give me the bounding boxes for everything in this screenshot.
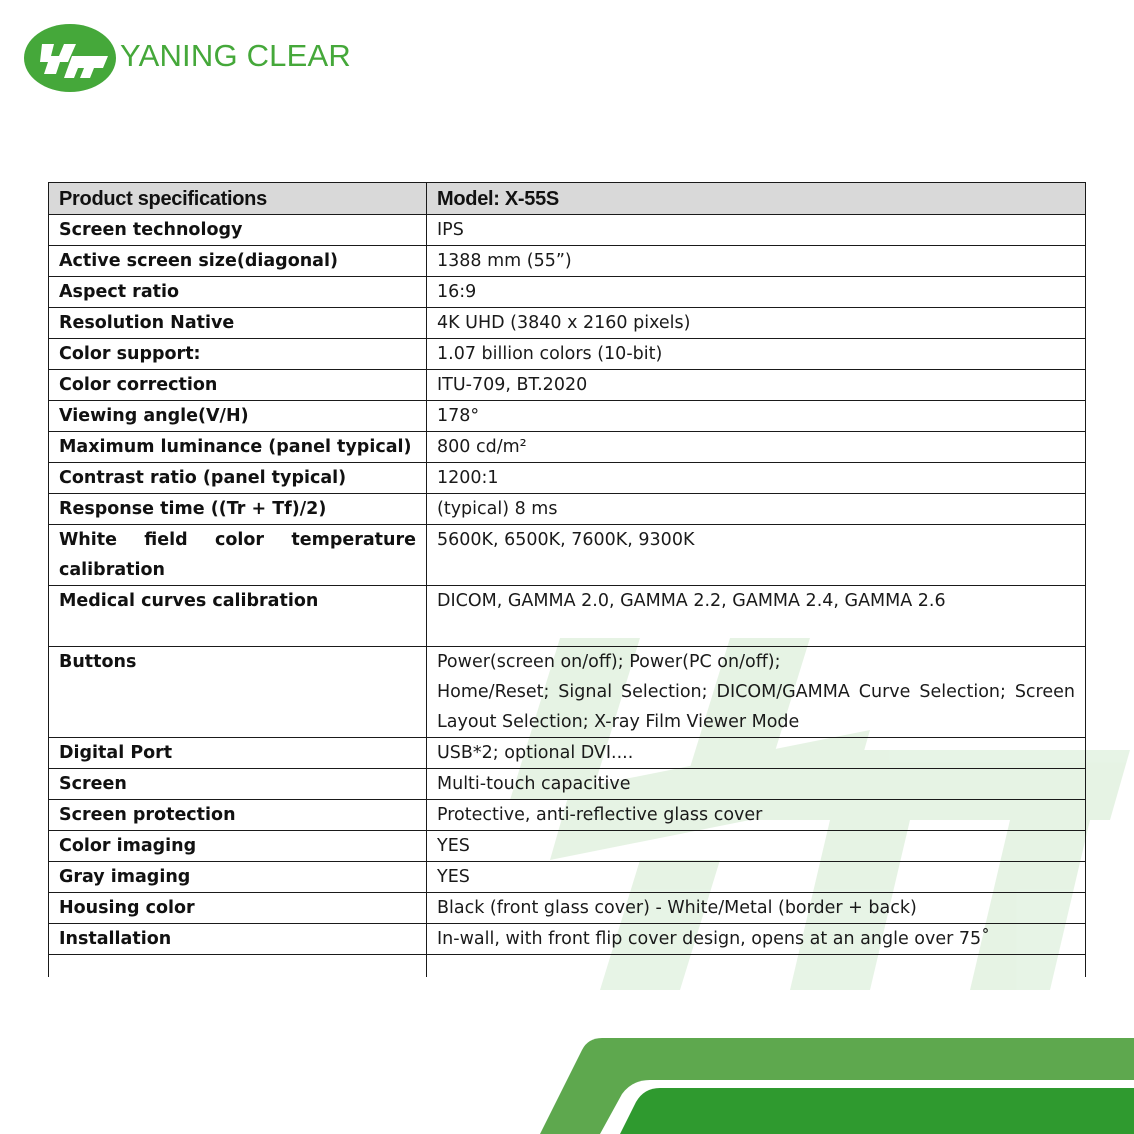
header-label: Product specifications bbox=[49, 183, 427, 215]
row-value: Black (front glass cover) - White/Metal (border + back) bbox=[427, 893, 1086, 924]
row-label: Screen protection bbox=[49, 800, 427, 831]
row-value: 16:9 bbox=[427, 277, 1086, 308]
row-value: YES bbox=[427, 862, 1086, 893]
table-row bbox=[49, 463, 1086, 494]
row-value: 1388 mm (55”) bbox=[427, 246, 1086, 277]
table-header-row bbox=[49, 183, 1086, 215]
row-label: Resolution Native bbox=[49, 308, 427, 339]
row-label: Aspect ratio bbox=[49, 277, 427, 308]
row-value: USB*2; optional DVI.... bbox=[427, 738, 1086, 769]
corner-decoration bbox=[540, 1036, 1134, 1134]
row-label: Installation bbox=[49, 924, 427, 955]
row-label: Color support: bbox=[49, 339, 427, 370]
table-row bbox=[49, 893, 1086, 924]
row-label: Screen bbox=[49, 769, 427, 800]
row-label: Housing color bbox=[49, 893, 427, 924]
row-label: White field color temperature calibration bbox=[49, 525, 427, 586]
row-value: YES bbox=[427, 831, 1086, 862]
row-label: Screen technology bbox=[49, 215, 427, 246]
table-row bbox=[49, 800, 1086, 831]
table-row bbox=[49, 769, 1086, 800]
table-row bbox=[49, 586, 1086, 647]
spec-table bbox=[48, 182, 1086, 977]
row-value: ITU-709, BT.2020 bbox=[427, 370, 1086, 401]
row-label: Digital Port bbox=[49, 738, 427, 769]
table-row bbox=[49, 277, 1086, 308]
row-value: 1200:1 bbox=[427, 463, 1086, 494]
table-row bbox=[49, 525, 1086, 586]
table-row bbox=[49, 494, 1086, 525]
table-row bbox=[49, 370, 1086, 401]
row-value: DICOM, GAMMA 2.0, GAMMA 2.2, GAMMA 2.4, GAMMA 2.6 bbox=[427, 586, 1086, 647]
buttons-value-line1: Power(screen on/off); Power(PC on/off); bbox=[437, 652, 781, 672]
row-value: 5600K, 6500K, 7600K, 9300K bbox=[427, 525, 1086, 586]
empty-cell bbox=[49, 955, 427, 978]
row-value: IPS bbox=[427, 215, 1086, 246]
row-value: 4K UHD (3840 x 2160 pixels) bbox=[427, 308, 1086, 339]
row-label: Viewing angle(V/H) bbox=[49, 401, 427, 432]
header-model: Model: X-55S bbox=[427, 183, 1086, 215]
table-row bbox=[49, 215, 1086, 246]
row-value: In-wall, with front flip cover design, opens at an angle over 75˚ bbox=[427, 924, 1086, 955]
table-row bbox=[49, 401, 1086, 432]
table-row bbox=[49, 738, 1086, 769]
row-label: Gray imaging bbox=[49, 862, 427, 893]
row-value bbox=[427, 647, 1086, 738]
row-label: Buttons bbox=[49, 647, 427, 738]
row-value: 1.07 billion colors (10-bit) bbox=[427, 339, 1086, 370]
row-value: Multi-touch capacitive bbox=[427, 769, 1086, 800]
table-row bbox=[49, 246, 1086, 277]
row-value: 800 cd/m² bbox=[427, 432, 1086, 463]
row-label: Color imaging bbox=[49, 831, 427, 862]
row-label: Color correction bbox=[49, 370, 427, 401]
logo-badge-icon bbox=[24, 22, 120, 94]
table-row bbox=[49, 339, 1086, 370]
row-value: Protective, anti-reflective glass cover bbox=[427, 800, 1086, 831]
table-row bbox=[49, 924, 1086, 955]
table-row bbox=[49, 862, 1086, 893]
table-row bbox=[49, 308, 1086, 339]
row-value: 178° bbox=[427, 401, 1086, 432]
row-label: Active screen size(diagonal) bbox=[49, 246, 427, 277]
table-row bbox=[49, 831, 1086, 862]
empty-cell bbox=[427, 955, 1086, 978]
row-label: Medical curves calibration bbox=[49, 586, 427, 647]
brand-logo bbox=[24, 22, 351, 96]
table-row-empty bbox=[49, 955, 1086, 978]
buttons-value-line2: Home/Reset; Signal Selection; DICOM/GAMMA Curve Selection; Screen Layout Selection; X-ray Film Viewer Mode bbox=[437, 682, 1075, 732]
row-label: Contrast ratio (panel typical) bbox=[49, 463, 427, 494]
table-row bbox=[49, 647, 1086, 738]
row-value: (typical) 8 ms bbox=[427, 494, 1086, 525]
row-label: Response time ((Tr + Tf)/2) bbox=[49, 494, 427, 525]
brand-name: YANING CLEAR bbox=[120, 38, 351, 73]
row-label: Maximum luminance (panel typical) bbox=[49, 432, 427, 463]
table-row bbox=[49, 432, 1086, 463]
